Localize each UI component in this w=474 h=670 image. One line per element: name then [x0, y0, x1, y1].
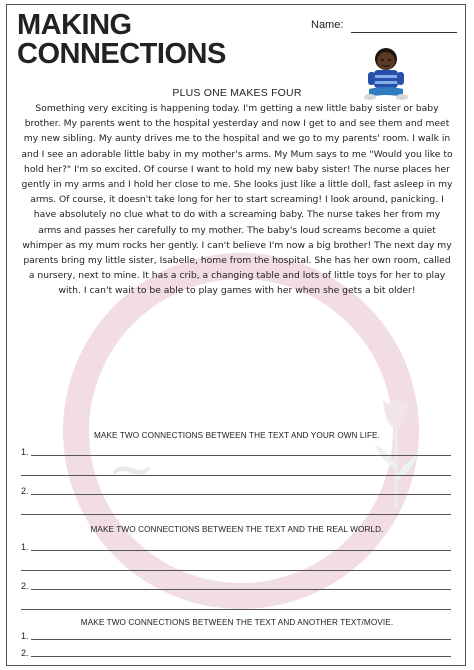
item-number: 1.: [21, 447, 29, 457]
item-number: 1.: [21, 542, 29, 552]
item-number: 2.: [21, 486, 29, 496]
answer-line[interactable]: [21, 609, 451, 610]
answer-line[interactable]: [31, 656, 451, 657]
item-number: 2.: [21, 648, 29, 658]
name-label: Name:: [311, 19, 344, 31]
prompt-own-life: MAKE TWO CONNECTIONS BETWEEN THE TEXT AND YOUR OWN LIFE.: [94, 431, 380, 440]
prompt-another-text: MAKE TWO CONNECTIONS BETWEEN THE TEXT AND ANOTHER TEXT/MOVIE.: [80, 618, 394, 627]
answer-line[interactable]: [21, 514, 451, 515]
item-number: 1.: [21, 631, 29, 641]
tulip-watermark-icon: [371, 389, 421, 509]
answer-line[interactable]: [21, 570, 451, 571]
watermark-script: ~: [107, 435, 156, 503]
name-field-line[interactable]: [351, 32, 457, 33]
title-line-2: CONNECTIONS: [17, 38, 226, 70]
answer-line[interactable]: [31, 550, 451, 551]
answer-line[interactable]: [21, 475, 451, 476]
story-text: Something very exciting is happening today. I'm getting a new little baby sister or baby brother. My parents went to the hospital yesterday and now I get to and see them and meet my new sibling. My aunty drives me to the hospital and we go to my parents' room. I walk in and I see an adorable little baby in my mother's arms. My Mum says to me "Would you like to hold her?" I'm so excited. Of course I want to hold my new baby sister! The nurse places her gently in my arms and I hold her close to me. She looks just like a little doll, fast asleep in my arms. Of course, it doesn't take long for her to start screaming! I look around, panicking. I have absolutely no clue what to do with a screaming baby. The nurse takes her from my arms and passes her carefully to my mother. The baby's loud screams become a quiet whimper as my mum rocks her gently. I can't believe I'm now a big brother! The next day my parents bring my little sister, Isabelle, home from the hospital. She has her own room, called a nursery, next to mine. It has a crib, a changing table and lots of little toys for her to play with. I can't wait to be able to play games with her when she gets a bit older!: [21, 103, 453, 297]
title-line-1: MAKING: [17, 9, 132, 41]
story-title: PLUS ONE MAKES FOUR: [172, 87, 302, 99]
answer-line[interactable]: [31, 589, 451, 590]
worksheet-page: [6, 4, 466, 666]
worksheet-title: [17, 11, 226, 69]
prompt-real-world: MAKE TWO CONNECTIONS BETWEEN THE TEXT AND THE REAL WORLD.: [90, 525, 384, 534]
answer-line[interactable]: [31, 455, 451, 456]
item-number: 2.: [21, 581, 29, 591]
answer-line[interactable]: [31, 639, 451, 640]
answer-line[interactable]: [31, 494, 451, 495]
